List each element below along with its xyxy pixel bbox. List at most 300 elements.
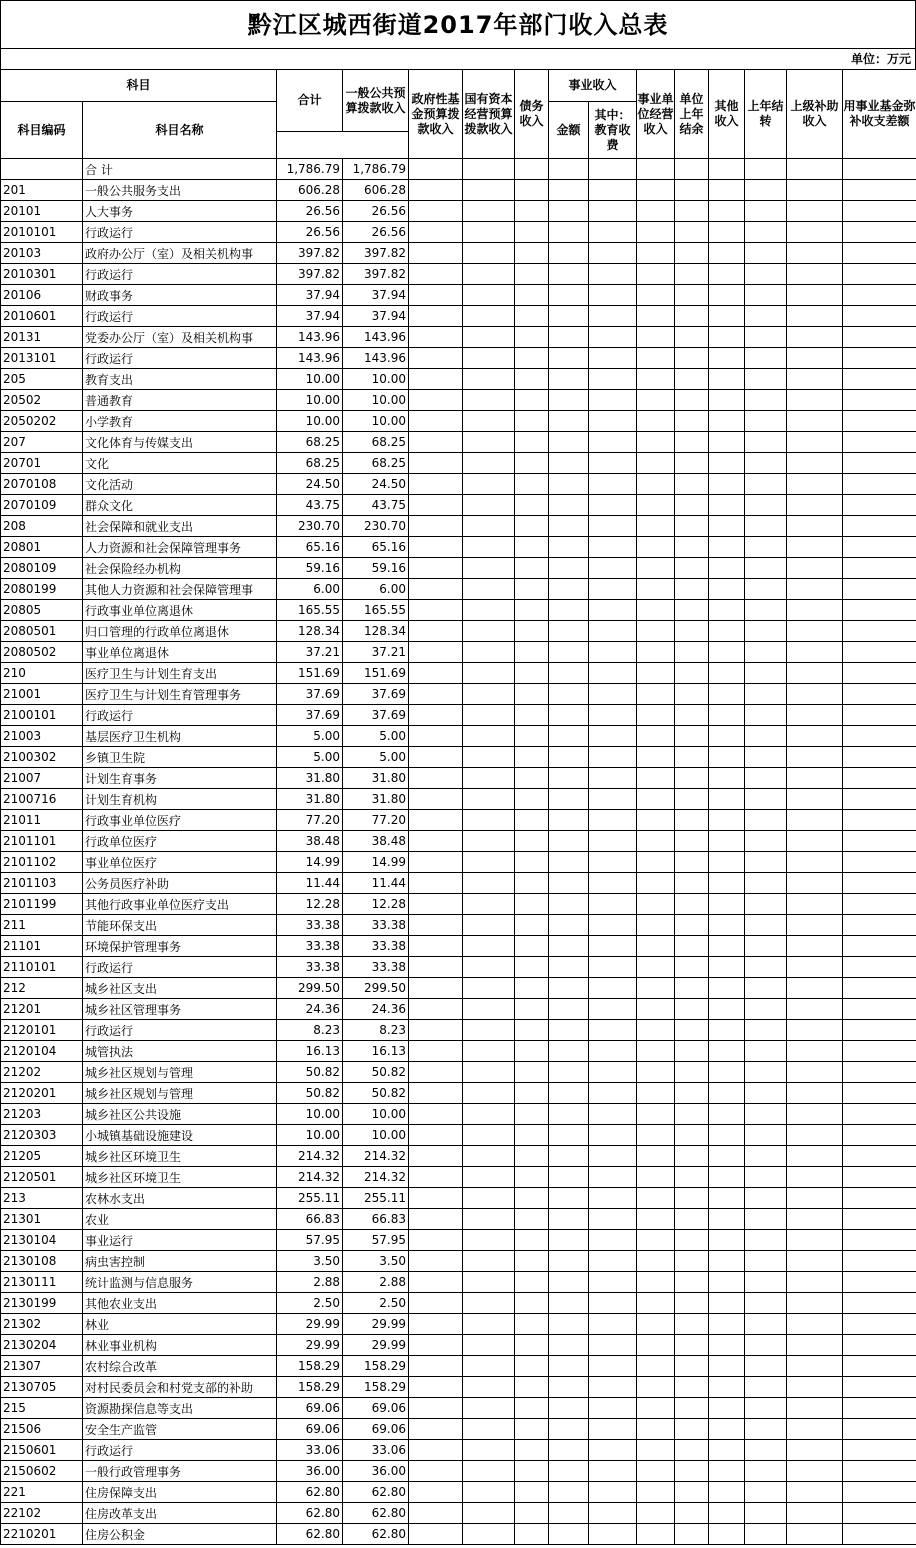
subject-code-cell: 2130199: [1, 1293, 83, 1314]
empty-cell: [745, 243, 787, 264]
subject-code-cell: 2080502: [1, 642, 83, 663]
empty-cell: [675, 432, 709, 453]
empty-cell: [843, 1272, 916, 1293]
empty-cell: [515, 327, 549, 348]
empty-cell: [589, 390, 637, 411]
empty-cell: [787, 1020, 843, 1041]
empty-cell: [463, 432, 515, 453]
empty-cell: [463, 1293, 515, 1314]
table-row: [1, 390, 916, 411]
empty-cell: [463, 1230, 515, 1251]
general-budget-cell: 66.83: [343, 1209, 409, 1230]
empty-cell: [745, 558, 787, 579]
empty-cell: [549, 327, 589, 348]
empty-cell: [549, 705, 589, 726]
total-cell: 24.36: [277, 999, 343, 1020]
empty-cell: [549, 915, 589, 936]
empty-cell: [787, 978, 843, 999]
table-row: [1, 1293, 916, 1314]
table-row: [1, 1440, 916, 1461]
subject-code-cell: 211: [1, 915, 83, 936]
empty-cell: [843, 1440, 916, 1461]
empty-cell: [463, 474, 515, 495]
empty-cell: [515, 747, 549, 768]
subject-code-cell: 21506: [1, 1419, 83, 1440]
subject-code-cell: 20131: [1, 327, 83, 348]
general-budget-cell: 62.80: [343, 1524, 409, 1545]
empty-cell: [515, 495, 549, 516]
subject-code-cell: 221: [1, 1482, 83, 1503]
empty-cell: [637, 411, 675, 432]
empty-cell: [675, 1125, 709, 1146]
empty-cell: [463, 1482, 515, 1503]
table-row: [1, 474, 916, 495]
empty-cell: [463, 726, 515, 747]
empty-cell: [549, 1083, 589, 1104]
general-budget-cell: 2.50: [343, 1293, 409, 1314]
subject-name-cell: 行政运行: [83, 222, 277, 243]
empty-cell: [675, 159, 709, 180]
empty-cell: [589, 285, 637, 306]
general-budget-cell: 62.80: [343, 1482, 409, 1503]
empty-cell: [675, 1083, 709, 1104]
empty-cell: [409, 369, 463, 390]
empty-cell: [745, 222, 787, 243]
empty-cell: [637, 579, 675, 600]
empty-cell: [515, 789, 549, 810]
empty-cell: [589, 474, 637, 495]
empty-cell: [675, 1272, 709, 1293]
subject-code-cell: 2070109: [1, 495, 83, 516]
empty-cell: [745, 1020, 787, 1041]
empty-cell: [787, 1314, 843, 1335]
total-cell: 69.06: [277, 1419, 343, 1440]
empty-cell: [463, 1356, 515, 1377]
empty-cell: [515, 1083, 549, 1104]
empty-cell: [637, 936, 675, 957]
table-row: [1, 243, 916, 264]
subject-code-cell: 215: [1, 1398, 83, 1419]
empty-cell: [709, 1356, 745, 1377]
empty-cell: [745, 1503, 787, 1524]
general-budget-cell: 38.48: [343, 831, 409, 852]
empty-cell: [843, 558, 916, 579]
general-budget-cell: 397.82: [343, 264, 409, 285]
empty-cell: [409, 957, 463, 978]
subject-name-cell: 城乡社区环境卫生: [83, 1146, 277, 1167]
empty-cell: [675, 1461, 709, 1482]
empty-cell: [709, 516, 745, 537]
empty-cell: [843, 1335, 916, 1356]
empty-cell: [409, 474, 463, 495]
empty-cell: [787, 600, 843, 621]
general-budget-cell: 230.70: [343, 516, 409, 537]
subject-name-cell: 人大事务: [83, 201, 277, 222]
empty-cell: [843, 1167, 916, 1188]
subject-name-cell: 行政运行: [83, 705, 277, 726]
empty-cell: [409, 264, 463, 285]
table-row: [1, 369, 916, 390]
empty-cell: [589, 264, 637, 285]
empty-cell: [515, 180, 549, 201]
empty-cell: [709, 684, 745, 705]
empty-cell: [843, 579, 916, 600]
empty-cell: [745, 726, 787, 747]
total-cell: 26.56: [277, 222, 343, 243]
table-row: [1, 222, 916, 243]
empty-cell: [549, 1524, 589, 1545]
empty-cell: [463, 1125, 515, 1146]
empty-cell: [409, 663, 463, 684]
general-budget-cell: 158.29: [343, 1356, 409, 1377]
general-budget-cell: 31.80: [343, 768, 409, 789]
empty-cell: [709, 1482, 745, 1503]
empty-cell: [463, 537, 515, 558]
empty-cell: [709, 579, 745, 600]
empty-cell: [549, 579, 589, 600]
empty-cell: [637, 222, 675, 243]
empty-cell: [463, 852, 515, 873]
empty-cell: [675, 600, 709, 621]
empty-cell: [675, 558, 709, 579]
empty-cell: [675, 1335, 709, 1356]
general-budget-cell: 33.38: [343, 936, 409, 957]
empty-cell: [709, 873, 745, 894]
empty-cell: [515, 1377, 549, 1398]
empty-cell: [637, 1020, 675, 1041]
empty-cell: [787, 390, 843, 411]
empty-cell: [637, 243, 675, 264]
empty-cell: [637, 894, 675, 915]
general-budget-cell: 1,786.79: [343, 159, 409, 180]
subject-name-cell: 行政单位医疗: [83, 831, 277, 852]
empty-cell: [515, 957, 549, 978]
empty-cell: [843, 915, 916, 936]
empty-cell: [637, 264, 675, 285]
empty-cell: [589, 1167, 637, 1188]
empty-cell: [549, 852, 589, 873]
empty-cell: [675, 978, 709, 999]
general-budget-cell: 59.16: [343, 558, 409, 579]
empty-cell: [515, 579, 549, 600]
header-code: 科目编码: [1, 102, 83, 159]
empty-cell: [787, 348, 843, 369]
subject-name-cell: 医疗卫生与计划生育支出: [83, 663, 277, 684]
empty-cell: [843, 1293, 916, 1314]
total-cell: 31.80: [277, 789, 343, 810]
subject-code-cell: 21307: [1, 1356, 83, 1377]
empty-cell: [709, 1503, 745, 1524]
empty-cell: [787, 1062, 843, 1083]
empty-cell: [675, 348, 709, 369]
empty-cell: [409, 1524, 463, 1545]
table-row: [1, 1062, 916, 1083]
empty-cell: [787, 579, 843, 600]
empty-cell: [589, 222, 637, 243]
empty-cell: [843, 495, 916, 516]
table-row: [1, 747, 916, 768]
table-row: [1, 1230, 916, 1251]
empty-cell: [637, 306, 675, 327]
empty-cell: [589, 705, 637, 726]
table-row: [1, 1188, 916, 1209]
header-unit-op: 事业单位经营收入: [637, 70, 675, 159]
subject-code-cell: 2100302: [1, 747, 83, 768]
subject-name-cell: 其他行政事业单位医疗支出: [83, 894, 277, 915]
total-cell: 158.29: [277, 1356, 343, 1377]
table-row: [1, 600, 916, 621]
subject-name-cell: 农林水支出: [83, 1188, 277, 1209]
empty-cell: [409, 1503, 463, 1524]
empty-cell: [787, 306, 843, 327]
empty-cell: [463, 306, 515, 327]
total-cell: 37.69: [277, 684, 343, 705]
empty-cell: [409, 810, 463, 831]
empty-cell: [843, 432, 916, 453]
empty-cell: [787, 852, 843, 873]
empty-cell: [463, 663, 515, 684]
empty-cell: [675, 474, 709, 495]
empty-cell: [549, 1440, 589, 1461]
total-cell: 65.16: [277, 537, 343, 558]
empty-cell: [787, 705, 843, 726]
subject-name-cell: 环境保护管理事务: [83, 936, 277, 957]
total-cell: 77.20: [277, 810, 343, 831]
empty-cell: [675, 1524, 709, 1545]
subject-name-cell: 党委办公厅（室）及相关机构事: [83, 327, 277, 348]
empty-cell: [463, 1104, 515, 1125]
empty-cell: [549, 1230, 589, 1251]
subject-code-cell: 2101102: [1, 852, 83, 873]
empty-cell: [745, 1272, 787, 1293]
general-budget-cell: 69.06: [343, 1398, 409, 1419]
table-row: [1, 1335, 916, 1356]
empty-cell: [515, 1356, 549, 1377]
subject-name-cell: 住房保障支出: [83, 1482, 277, 1503]
subject-name-cell: 林业事业机构: [83, 1335, 277, 1356]
empty-cell: [675, 285, 709, 306]
empty-cell: [637, 453, 675, 474]
empty-cell: [745, 1167, 787, 1188]
general-budget-cell: 10.00: [343, 411, 409, 432]
empty-cell: [709, 264, 745, 285]
empty-cell: [549, 1461, 589, 1482]
table-header: [1, 70, 916, 159]
total-cell: 2.50: [277, 1293, 343, 1314]
empty-cell: [709, 1398, 745, 1419]
empty-cell: [463, 369, 515, 390]
unit-label: 单位：万元: [0, 48, 916, 69]
table-row: [1, 411, 916, 432]
empty-cell: [549, 1314, 589, 1335]
subject-name-cell: 政府办公厅（室）及相关机构事: [83, 243, 277, 264]
empty-cell: [463, 999, 515, 1020]
empty-cell: [843, 222, 916, 243]
empty-cell: [463, 705, 515, 726]
empty-cell: [589, 789, 637, 810]
empty-cell: [637, 369, 675, 390]
general-budget-cell: 11.44: [343, 873, 409, 894]
empty-cell: [409, 852, 463, 873]
general-budget-cell: 50.82: [343, 1083, 409, 1104]
empty-cell: [843, 894, 916, 915]
subject-name-cell: 行政运行: [83, 264, 277, 285]
empty-cell: [745, 474, 787, 495]
subject-code-cell: 21101: [1, 936, 83, 957]
revenue-table: [0, 69, 916, 1545]
empty-cell: [637, 1461, 675, 1482]
subject-code-cell: 2010301: [1, 264, 83, 285]
subject-name-cell: 其他农业支出: [83, 1293, 277, 1314]
empty-cell: [463, 1398, 515, 1419]
empty-cell: [549, 1020, 589, 1041]
total-cell: 69.06: [277, 1398, 343, 1419]
empty-cell: [515, 390, 549, 411]
total-cell: 2.88: [277, 1272, 343, 1293]
empty-cell: [549, 831, 589, 852]
total-cell: 12.28: [277, 894, 343, 915]
empty-cell: [589, 1251, 637, 1272]
empty-cell: [637, 852, 675, 873]
empty-cell: [549, 558, 589, 579]
empty-cell: [745, 1398, 787, 1419]
empty-cell: [637, 1272, 675, 1293]
empty-cell: [463, 285, 515, 306]
empty-cell: [745, 600, 787, 621]
empty-cell: [589, 579, 637, 600]
empty-cell: [709, 768, 745, 789]
subject-name-cell: 文化活动: [83, 474, 277, 495]
empty-cell: [463, 957, 515, 978]
general-budget-cell: 143.96: [343, 348, 409, 369]
empty-cell: [549, 1062, 589, 1083]
empty-cell: [745, 957, 787, 978]
empty-cell: [745, 201, 787, 222]
subject-code-cell: 21007: [1, 768, 83, 789]
empty-cell: [637, 1083, 675, 1104]
empty-cell: [843, 1398, 916, 1419]
total-cell: 10.00: [277, 1125, 343, 1146]
subject-code-cell: 205: [1, 369, 83, 390]
empty-cell: [409, 1377, 463, 1398]
empty-cell: [549, 1398, 589, 1419]
empty-cell: [589, 894, 637, 915]
total-cell: 255.11: [277, 1188, 343, 1209]
empty-cell: [463, 768, 515, 789]
empty-cell: [675, 1314, 709, 1335]
table-row: [1, 1104, 916, 1125]
general-budget-cell: 26.56: [343, 201, 409, 222]
empty-cell: [515, 831, 549, 852]
subject-name-cell: 文化: [83, 453, 277, 474]
empty-cell: [589, 1230, 637, 1251]
total-cell: 8.23: [277, 1020, 343, 1041]
general-budget-cell: 8.23: [343, 1020, 409, 1041]
empty-cell: [745, 999, 787, 1020]
empty-cell: [787, 1440, 843, 1461]
general-budget-cell: 151.69: [343, 663, 409, 684]
subject-name-cell: 行政运行: [83, 306, 277, 327]
empty-cell: [549, 495, 589, 516]
empty-cell: [745, 915, 787, 936]
empty-cell: [515, 537, 549, 558]
empty-cell: [515, 726, 549, 747]
empty-cell: [637, 999, 675, 1020]
total-cell: 1,786.79: [277, 159, 343, 180]
empty-cell: [843, 663, 916, 684]
empty-cell: [409, 537, 463, 558]
empty-cell: [409, 411, 463, 432]
empty-cell: [709, 306, 745, 327]
table-row: [1, 789, 916, 810]
general-budget-cell: 29.99: [343, 1314, 409, 1335]
table-row: [1, 852, 916, 873]
empty-cell: [675, 453, 709, 474]
empty-cell: [515, 348, 549, 369]
empty-cell: [549, 180, 589, 201]
empty-cell: [637, 873, 675, 894]
empty-cell: [589, 1125, 637, 1146]
table-row: [1, 285, 916, 306]
empty-cell: [409, 285, 463, 306]
empty-cell: [745, 495, 787, 516]
empty-cell: [709, 201, 745, 222]
total-cell: 10.00: [277, 390, 343, 411]
empty-cell: [843, 1125, 916, 1146]
empty-cell: [589, 327, 637, 348]
empty-cell: [549, 600, 589, 621]
empty-cell: [589, 957, 637, 978]
empty-cell: [843, 621, 916, 642]
subject-name-cell: 行政运行: [83, 957, 277, 978]
general-budget-cell: 43.75: [343, 495, 409, 516]
empty-cell: [787, 642, 843, 663]
general-budget-cell: 165.55: [343, 600, 409, 621]
empty-cell: [745, 1209, 787, 1230]
empty-cell: [709, 1314, 745, 1335]
empty-cell: [745, 1524, 787, 1545]
empty-cell: [637, 789, 675, 810]
empty-cell: [589, 537, 637, 558]
table-row: [1, 1020, 916, 1041]
empty-cell: [589, 642, 637, 663]
empty-cell: [843, 1062, 916, 1083]
total-cell: 143.96: [277, 348, 343, 369]
empty-cell: [709, 1440, 745, 1461]
total-cell: 214.32: [277, 1146, 343, 1167]
empty-cell: [843, 264, 916, 285]
empty-cell: [409, 936, 463, 957]
empty-cell: [745, 537, 787, 558]
empty-cell: [745, 1104, 787, 1125]
table-row: [1, 201, 916, 222]
empty-cell: [745, 768, 787, 789]
general-budget-cell: 128.34: [343, 621, 409, 642]
empty-cell: [589, 432, 637, 453]
empty-cell: [409, 243, 463, 264]
empty-cell: [549, 894, 589, 915]
empty-cell: [745, 180, 787, 201]
header-prev-balance: 单位上年结余: [675, 70, 709, 159]
empty-cell: [709, 978, 745, 999]
header-biz-edu: 其中：教育收费: [589, 102, 637, 159]
empty-cell: [745, 264, 787, 285]
empty-cell: [637, 600, 675, 621]
empty-cell: [843, 1419, 916, 1440]
empty-cell: [675, 1146, 709, 1167]
empty-cell: [549, 1041, 589, 1062]
empty-cell: [709, 1272, 745, 1293]
